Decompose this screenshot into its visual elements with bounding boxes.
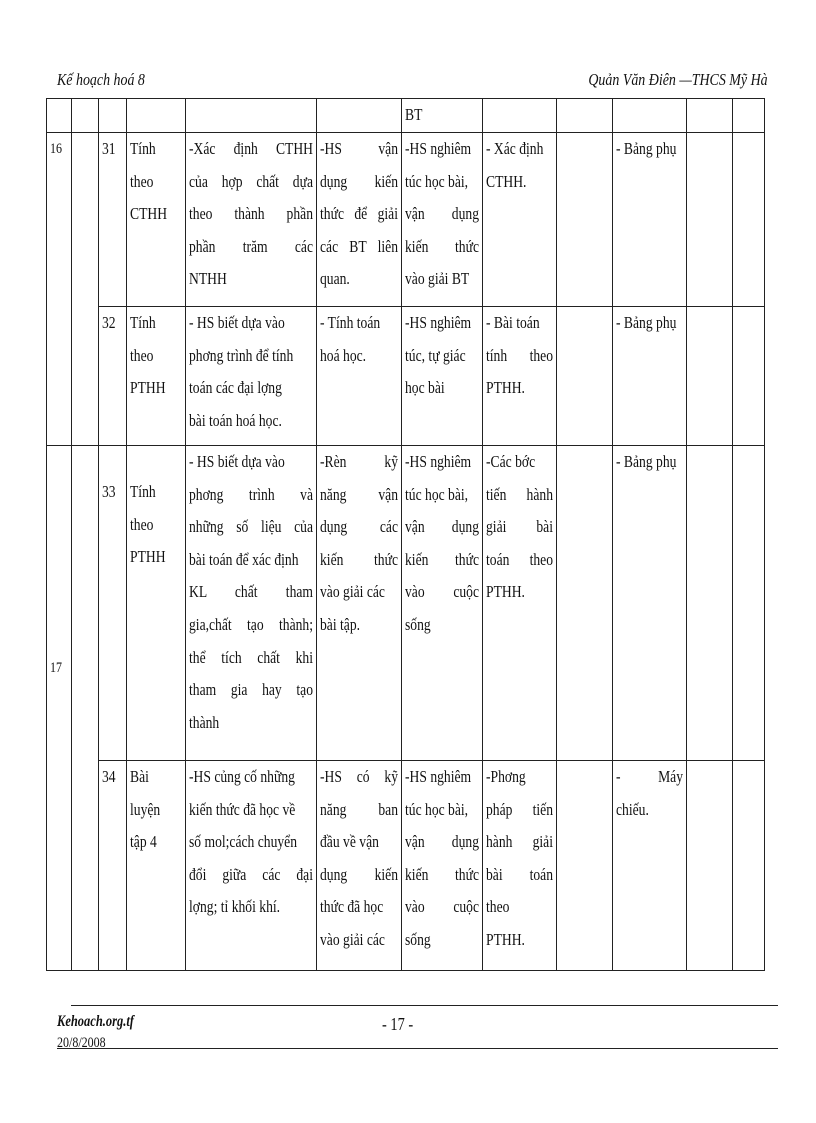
lesson-name: Tính theo PTHH — [127, 307, 186, 446]
lesson-attitude: -HS nghiêm túc học bài, vận dụng kiến thức vào cuộc sống — [402, 446, 483, 761]
week-number: 16 — [47, 133, 72, 446]
lesson-content: -Các bớc tiến hành giải bài toán theo PTHH. — [483, 446, 557, 761]
footer-date: 20/8/2008 — [57, 1035, 106, 1051]
footer-underline — [57, 1048, 778, 1049]
lesson-number: 31 — [99, 133, 127, 307]
lesson-objective: -HS củng cố những kiến thức đã học về số mol;cách chuyển đổi giữa các đại lợng; tỉ khối khí. — [186, 761, 317, 971]
lesson-objective: -Xác định CTHH của hợp chất dựa theo thành phần phần trăm các NTHH — [186, 133, 317, 307]
lesson-skill: -HS có kỹ năng ban đầu về vận dụng kiến thức đã học vào giải các — [317, 761, 402, 971]
lesson-content: -Phơng pháp tiến hành giải bài toán theo PTHH. — [483, 761, 557, 971]
lesson-equipment: - Bảng phụ — [613, 307, 687, 446]
table-row — [47, 307, 765, 446]
lesson-equipment: - Bảng phụ — [613, 446, 687, 761]
lesson-number: 34 — [99, 761, 127, 971]
lesson-equipment: - Máy chiếu. — [613, 761, 687, 971]
continuation-cell: BT — [402, 99, 483, 133]
week-number: 17 — [47, 446, 72, 971]
lesson-skill: - Tính toán hoá học. — [317, 307, 402, 446]
lesson-attitude: -HS nghiêm túc học bài, vận dụng kiến thức vào cuộc sống — [402, 761, 483, 971]
lesson-attitude: -HS nghiêm túc học bài, vận dụng kiến thức vào giải BT — [402, 133, 483, 307]
lesson-content: - Xác định CTHH. — [483, 133, 557, 307]
lesson-equipment: - Bảng phụ — [613, 133, 687, 307]
header-right-author: Quản Văn Điên —THCS Mỹ Hà — [588, 70, 768, 89]
table-row — [47, 446, 765, 761]
page-number: - 17 - — [382, 1014, 414, 1034]
lesson-objective: - HS biết dựa vào phơng trình để tính toán các đại lợng bài toán hoá học. — [186, 307, 317, 446]
lesson-skill: -HS vận dụng kiến thức để giải các BT liên quan. — [317, 133, 402, 307]
footer-site: Kehoach.org.tf — [57, 1013, 134, 1030]
header-left-title: Kế hoạch hoá 8 — [57, 70, 145, 89]
lesson-name: Tính theo PTHH — [127, 446, 186, 761]
lesson-attitude: -HS nghiêm túc, tự giác học bài — [402, 307, 483, 446]
lesson-number: 32 — [99, 307, 127, 446]
table-row — [47, 133, 765, 307]
table-row — [47, 761, 765, 971]
lesson-name: Bài luyện tập 4 — [127, 761, 186, 971]
footer-divider — [71, 1005, 778, 1006]
lesson-name: Tính theo CTHH — [127, 133, 186, 307]
lesson-plan-table — [46, 98, 765, 971]
table-row — [47, 99, 765, 133]
lesson-skill: -Rèn kỹ năng vận dụng các kiến thức vào giải các bài tập. — [317, 446, 402, 761]
lesson-number: 33 — [99, 446, 127, 761]
lesson-objective: - HS biết dựa vào phơng trình và những số liệu của bài toán để xác định KL chất tham gia,chất tạo thành; thể tích chất khi tham gia hay tạo thành — [186, 446, 317, 761]
lesson-content: - Bài toán tính theo PTHH. — [483, 307, 557, 446]
